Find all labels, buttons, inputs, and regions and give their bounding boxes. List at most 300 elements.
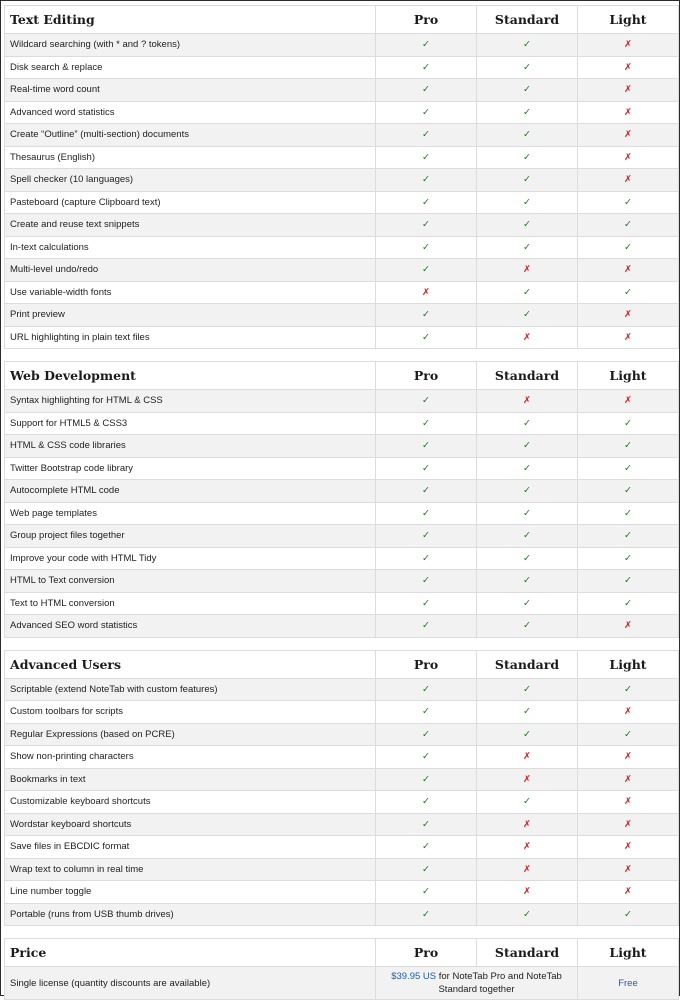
check-icon: ✓ [624, 196, 632, 208]
check-icon-light [578, 191, 679, 214]
cross-icon-standard [477, 858, 578, 881]
check-icon: ✓ [422, 886, 430, 898]
cross-icon: ✗ [624, 886, 632, 898]
check-icon-standard [477, 101, 578, 124]
feature-name: Wildcard searching (with * and ? tokens) [5, 34, 376, 57]
feature-name: Disk search & replace [5, 56, 376, 79]
table-row [5, 592, 679, 615]
check-icon: ✓ [422, 908, 430, 920]
cross-icon-light [578, 146, 679, 169]
table-row [5, 836, 679, 859]
feature-name: Bookmarks in text [5, 768, 376, 791]
feature-table-text-editing [4, 5, 679, 349]
check-icon-pro [376, 34, 477, 57]
table-row [5, 723, 679, 746]
check-icon-standard [477, 146, 578, 169]
check-icon-standard [477, 214, 578, 237]
cross-icon-light [578, 56, 679, 79]
check-icon-pro [376, 836, 477, 859]
check-icon-pro [376, 525, 477, 548]
table-row [5, 214, 679, 237]
check-icon-light [578, 570, 679, 593]
check-icon: ✓ [422, 309, 430, 321]
cross-icon-light [578, 124, 679, 147]
price-row [5, 967, 679, 1000]
cross-icon-light [578, 101, 679, 124]
check-icon-light [578, 412, 679, 435]
table-row [5, 412, 679, 435]
check-icon: ✓ [422, 417, 430, 429]
check-icon-standard [477, 435, 578, 458]
check-icon-light [578, 723, 679, 746]
check-icon: ✓ [422, 597, 430, 609]
check-icon: ✓ [624, 286, 632, 298]
column-header-standard: Standard [477, 939, 578, 967]
cross-icon: ✗ [523, 331, 531, 343]
feature-name: Wordstar keyboard shortcuts [5, 813, 376, 836]
check-icon-standard [477, 412, 578, 435]
check-icon: ✓ [523, 530, 531, 542]
check-icon-standard [477, 570, 578, 593]
feature-name: Customizable keyboard shortcuts [5, 791, 376, 814]
feature-name: Advanced SEO word statistics [5, 615, 376, 638]
check-icon-standard [477, 281, 578, 304]
column-header-standard: Standard [477, 650, 578, 678]
check-icon-pro [376, 813, 477, 836]
check-icon: ✓ [523, 507, 531, 519]
table-row [5, 79, 679, 102]
table-row [5, 903, 679, 926]
check-icon-standard [477, 457, 578, 480]
check-icon: ✓ [422, 728, 430, 740]
table-row [5, 236, 679, 259]
light-price-link[interactable]: Free [618, 977, 638, 989]
feature-name: Show non-printing characters [5, 746, 376, 769]
column-header-light: Light [578, 362, 679, 390]
cross-icon-standard [477, 768, 578, 791]
check-icon-pro [376, 124, 477, 147]
table-row [5, 881, 679, 904]
check-icon: ✓ [422, 151, 430, 163]
check-icon-pro [376, 480, 477, 503]
check-icon: ✓ [422, 174, 430, 186]
check-icon: ✓ [422, 331, 430, 343]
cross-icon-standard [477, 836, 578, 859]
check-icon-pro [376, 79, 477, 102]
cross-icon-light [578, 304, 679, 327]
check-icon: ✓ [523, 219, 531, 231]
cross-icon: ✗ [624, 841, 632, 853]
cross-icon-light [578, 858, 679, 881]
check-icon-pro [376, 746, 477, 769]
check-icon: ✓ [422, 61, 430, 73]
cross-icon-light [578, 615, 679, 638]
column-header-pro: Pro [376, 6, 477, 34]
check-icon: ✓ [523, 683, 531, 695]
section-title: Advanced Users [5, 650, 376, 678]
check-icon: ✓ [523, 196, 531, 208]
check-icon-standard [477, 34, 578, 57]
light-price [578, 967, 679, 1000]
check-icon: ✓ [422, 196, 430, 208]
feature-table-web-development [4, 361, 679, 638]
check-icon: ✓ [624, 440, 632, 452]
table-row [5, 169, 679, 192]
cross-icon: ✗ [624, 620, 632, 632]
check-icon: ✓ [523, 241, 531, 253]
pro-price-link[interactable]: $39.95 US [391, 971, 437, 982]
check-icon: ✓ [422, 106, 430, 118]
table-header-row [5, 6, 679, 34]
check-icon-pro [376, 304, 477, 327]
table-row [5, 101, 679, 124]
check-icon-standard [477, 304, 578, 327]
check-icon-light [578, 480, 679, 503]
cross-icon: ✗ [523, 818, 531, 830]
check-icon: ✓ [523, 462, 531, 474]
section-title: Text Editing [5, 6, 376, 34]
check-icon: ✓ [523, 728, 531, 740]
table-row [5, 281, 679, 304]
check-icon: ✓ [523, 908, 531, 920]
check-icon-pro [376, 502, 477, 525]
check-icon-pro [376, 903, 477, 926]
check-icon: ✓ [523, 286, 531, 298]
check-icon-pro [376, 412, 477, 435]
table-row [5, 259, 679, 282]
check-icon: ✓ [422, 530, 430, 542]
cross-icon-light [578, 791, 679, 814]
cross-icon: ✗ [523, 751, 531, 763]
check-icon: ✓ [422, 39, 430, 51]
cross-icon: ✗ [624, 309, 632, 321]
check-icon-standard [477, 191, 578, 214]
feature-name: URL highlighting in plain text files [5, 326, 376, 349]
feature-name: Twitter Bootstrap code library [5, 457, 376, 480]
feature-name: Multi-level undo/redo [5, 259, 376, 282]
feature-name: Text to HTML conversion [5, 592, 376, 615]
feature-name: Advanced word statistics [5, 101, 376, 124]
check-icon-standard [477, 723, 578, 746]
check-icon: ✓ [523, 440, 531, 452]
check-icon-light [578, 214, 679, 237]
table-row [5, 768, 679, 791]
table-header-row [5, 650, 679, 678]
table-row [5, 34, 679, 57]
check-icon-light [578, 281, 679, 304]
feature-name: Create “Outline” (multi-section) documents [5, 124, 376, 147]
pro-standard-price [376, 967, 578, 1000]
check-icon-pro [376, 615, 477, 638]
column-header-pro: Pro [376, 939, 477, 967]
table-row [5, 813, 679, 836]
table-row [5, 56, 679, 79]
check-icon-pro [376, 146, 477, 169]
table-row [5, 191, 679, 214]
price-row-label: Single license (quantity discounts are available) [5, 967, 376, 1000]
check-icon-standard [477, 525, 578, 548]
cross-icon-light [578, 79, 679, 102]
cross-icon: ✗ [422, 286, 430, 298]
cross-icon: ✗ [523, 395, 531, 407]
table-row [5, 525, 679, 548]
cross-icon-light [578, 326, 679, 349]
check-icon: ✓ [523, 597, 531, 609]
feature-table-advanced-users [4, 650, 679, 927]
check-icon-pro [376, 791, 477, 814]
check-icon-standard [477, 592, 578, 615]
table-row [5, 570, 679, 593]
table-row [5, 746, 679, 769]
check-icon: ✓ [422, 751, 430, 763]
check-icon-standard [477, 678, 578, 701]
cross-icon-standard [477, 326, 578, 349]
check-icon: ✓ [523, 39, 531, 51]
feature-name: Syntax highlighting for HTML & CSS [5, 390, 376, 413]
feature-name: Real-time word count [5, 79, 376, 102]
check-icon-pro [376, 678, 477, 701]
check-icon-standard [477, 169, 578, 192]
check-icon: ✓ [422, 84, 430, 96]
check-icon-standard [477, 615, 578, 638]
check-icon: ✓ [624, 552, 632, 564]
cross-icon: ✗ [523, 773, 531, 785]
cross-icon: ✗ [624, 61, 632, 73]
check-icon-light [578, 502, 679, 525]
cross-icon: ✗ [523, 841, 531, 853]
check-icon-pro [376, 435, 477, 458]
check-icon: ✓ [523, 485, 531, 497]
check-icon: ✓ [422, 863, 430, 875]
table-row [5, 480, 679, 503]
price-table [4, 938, 679, 1000]
check-icon-pro [376, 592, 477, 615]
table-row [5, 615, 679, 638]
cross-icon: ✗ [624, 264, 632, 276]
feature-name: Autocomplete HTML code [5, 480, 376, 503]
check-icon-light [578, 435, 679, 458]
check-icon-standard [477, 701, 578, 724]
check-icon-pro [376, 570, 477, 593]
check-icon-light [578, 592, 679, 615]
feature-name: Custom toolbars for scripts [5, 701, 376, 724]
feature-name: Portable (runs from USB thumb drives) [5, 903, 376, 926]
cross-icon-standard [477, 813, 578, 836]
check-icon-pro [376, 881, 477, 904]
check-icon: ✓ [422, 129, 430, 141]
check-icon: ✓ [624, 417, 632, 429]
cross-icon-light [578, 813, 679, 836]
feature-name: Scriptable (extend NoteTab with custom features) [5, 678, 376, 701]
feature-name: Save files in EBCDIC format [5, 836, 376, 859]
cross-icon-standard [477, 881, 578, 904]
check-icon: ✓ [624, 597, 632, 609]
check-icon: ✓ [523, 417, 531, 429]
cross-icon-light [578, 259, 679, 282]
feature-name: Regular Expressions (based on PCRE) [5, 723, 376, 746]
check-icon-pro [376, 768, 477, 791]
check-icon-light [578, 547, 679, 570]
pro-price-description: for NoteTab Pro and NoteTab Standard together [436, 971, 562, 995]
column-header-pro: Pro [376, 650, 477, 678]
check-icon: ✓ [422, 620, 430, 632]
check-icon-pro [376, 390, 477, 413]
cross-icon-standard [477, 746, 578, 769]
cross-icon: ✗ [624, 39, 632, 51]
table-row [5, 390, 679, 413]
cross-icon-standard [477, 390, 578, 413]
cross-icon-light [578, 701, 679, 724]
cross-icon-light [578, 34, 679, 57]
column-header-light: Light [578, 6, 679, 34]
feature-name: Thesaurus (English) [5, 146, 376, 169]
check-icon: ✓ [422, 773, 430, 785]
check-icon: ✓ [422, 241, 430, 253]
check-icon-light [578, 236, 679, 259]
column-header-pro: Pro [376, 362, 477, 390]
check-icon-standard [477, 903, 578, 926]
table-row [5, 146, 679, 169]
check-icon: ✓ [523, 84, 531, 96]
cross-icon: ✗ [523, 886, 531, 898]
table-row [5, 502, 679, 525]
check-icon: ✓ [523, 309, 531, 321]
price-header-row [5, 939, 679, 967]
table-row [5, 326, 679, 349]
check-icon-pro [376, 326, 477, 349]
check-icon: ✓ [523, 174, 531, 186]
cross-icon: ✗ [624, 818, 632, 830]
feature-sections [4, 5, 676, 926]
check-icon-pro [376, 259, 477, 282]
check-icon-pro [376, 457, 477, 480]
price-section-title: Price [5, 939, 376, 967]
check-icon: ✓ [523, 552, 531, 564]
check-icon: ✓ [624, 241, 632, 253]
check-icon: ✓ [523, 106, 531, 118]
table-row [5, 858, 679, 881]
table-row [5, 304, 679, 327]
check-icon: ✓ [422, 395, 430, 407]
feature-name: Create and reuse text snippets [5, 214, 376, 237]
feature-name: Use variable-width fonts [5, 281, 376, 304]
check-icon: ✓ [422, 440, 430, 452]
cross-icon-light [578, 746, 679, 769]
check-icon-standard [477, 502, 578, 525]
column-header-light: Light [578, 939, 679, 967]
column-header-standard: Standard [477, 6, 578, 34]
cross-icon: ✗ [624, 151, 632, 163]
cross-icon: ✗ [624, 106, 632, 118]
check-icon: ✓ [422, 683, 430, 695]
feature-name: Support for HTML5 & CSS3 [5, 412, 376, 435]
feature-name: HTML & CSS code libraries [5, 435, 376, 458]
check-icon-standard [477, 56, 578, 79]
check-icon-pro [376, 56, 477, 79]
feature-name: Line number toggle [5, 881, 376, 904]
table-header-row [5, 362, 679, 390]
check-icon-pro [376, 236, 477, 259]
check-icon: ✓ [422, 264, 430, 276]
check-icon: ✓ [624, 219, 632, 231]
check-icon: ✓ [624, 683, 632, 695]
check-icon: ✓ [422, 485, 430, 497]
check-icon: ✓ [422, 841, 430, 853]
check-icon-standard [477, 547, 578, 570]
check-icon: ✓ [624, 485, 632, 497]
cross-icon: ✗ [624, 863, 632, 875]
cross-icon: ✗ [523, 264, 531, 276]
table-row [5, 791, 679, 814]
feature-name: HTML to Text conversion [5, 570, 376, 593]
check-icon-standard [477, 236, 578, 259]
feature-name: In-text calculations [5, 236, 376, 259]
check-icon: ✓ [624, 575, 632, 587]
feature-name: Web page templates [5, 502, 376, 525]
cross-icon: ✗ [624, 129, 632, 141]
cross-icon-light [578, 881, 679, 904]
cross-icon: ✗ [624, 84, 632, 96]
column-header-light: Light [578, 650, 679, 678]
cross-icon: ✗ [624, 706, 632, 718]
check-icon: ✓ [422, 706, 430, 718]
table-row [5, 678, 679, 701]
feature-name: Improve your code with HTML Tidy [5, 547, 376, 570]
check-icon: ✓ [624, 507, 632, 519]
cross-icon-light [578, 390, 679, 413]
check-icon-standard [477, 480, 578, 503]
feature-name: Wrap text to column in real time [5, 858, 376, 881]
check-icon: ✓ [624, 728, 632, 740]
check-icon-pro [376, 214, 477, 237]
table-row [5, 124, 679, 147]
table-row [5, 435, 679, 458]
check-icon: ✓ [523, 796, 531, 808]
cross-icon-pro [376, 281, 477, 304]
check-icon-pro [376, 101, 477, 124]
check-icon-pro [376, 723, 477, 746]
column-header-standard: Standard [477, 362, 578, 390]
table-row [5, 701, 679, 724]
check-icon-standard [477, 791, 578, 814]
check-icon: ✓ [523, 61, 531, 73]
cross-icon: ✗ [624, 174, 632, 186]
check-icon-standard [477, 124, 578, 147]
check-icon: ✓ [523, 151, 531, 163]
check-icon: ✓ [523, 620, 531, 632]
feature-name: Spell checker (10 languages) [5, 169, 376, 192]
cross-icon: ✗ [624, 331, 632, 343]
feature-name: Group project files together [5, 525, 376, 548]
cross-icon: ✗ [523, 863, 531, 875]
cross-icon-light [578, 836, 679, 859]
check-icon: ✓ [422, 796, 430, 808]
cross-icon-light [578, 768, 679, 791]
check-icon: ✓ [422, 507, 430, 519]
check-icon: ✓ [422, 219, 430, 231]
check-icon: ✓ [422, 462, 430, 474]
check-icon: ✓ [422, 552, 430, 564]
section-title: Web Development [5, 362, 376, 390]
check-icon-pro [376, 169, 477, 192]
feature-name: Print preview [5, 304, 376, 327]
cross-icon: ✗ [624, 751, 632, 763]
cross-icon-standard [477, 259, 578, 282]
check-icon-pro [376, 858, 477, 881]
cross-icon: ✗ [624, 773, 632, 785]
check-icon-pro [376, 191, 477, 214]
check-icon-light [578, 903, 679, 926]
